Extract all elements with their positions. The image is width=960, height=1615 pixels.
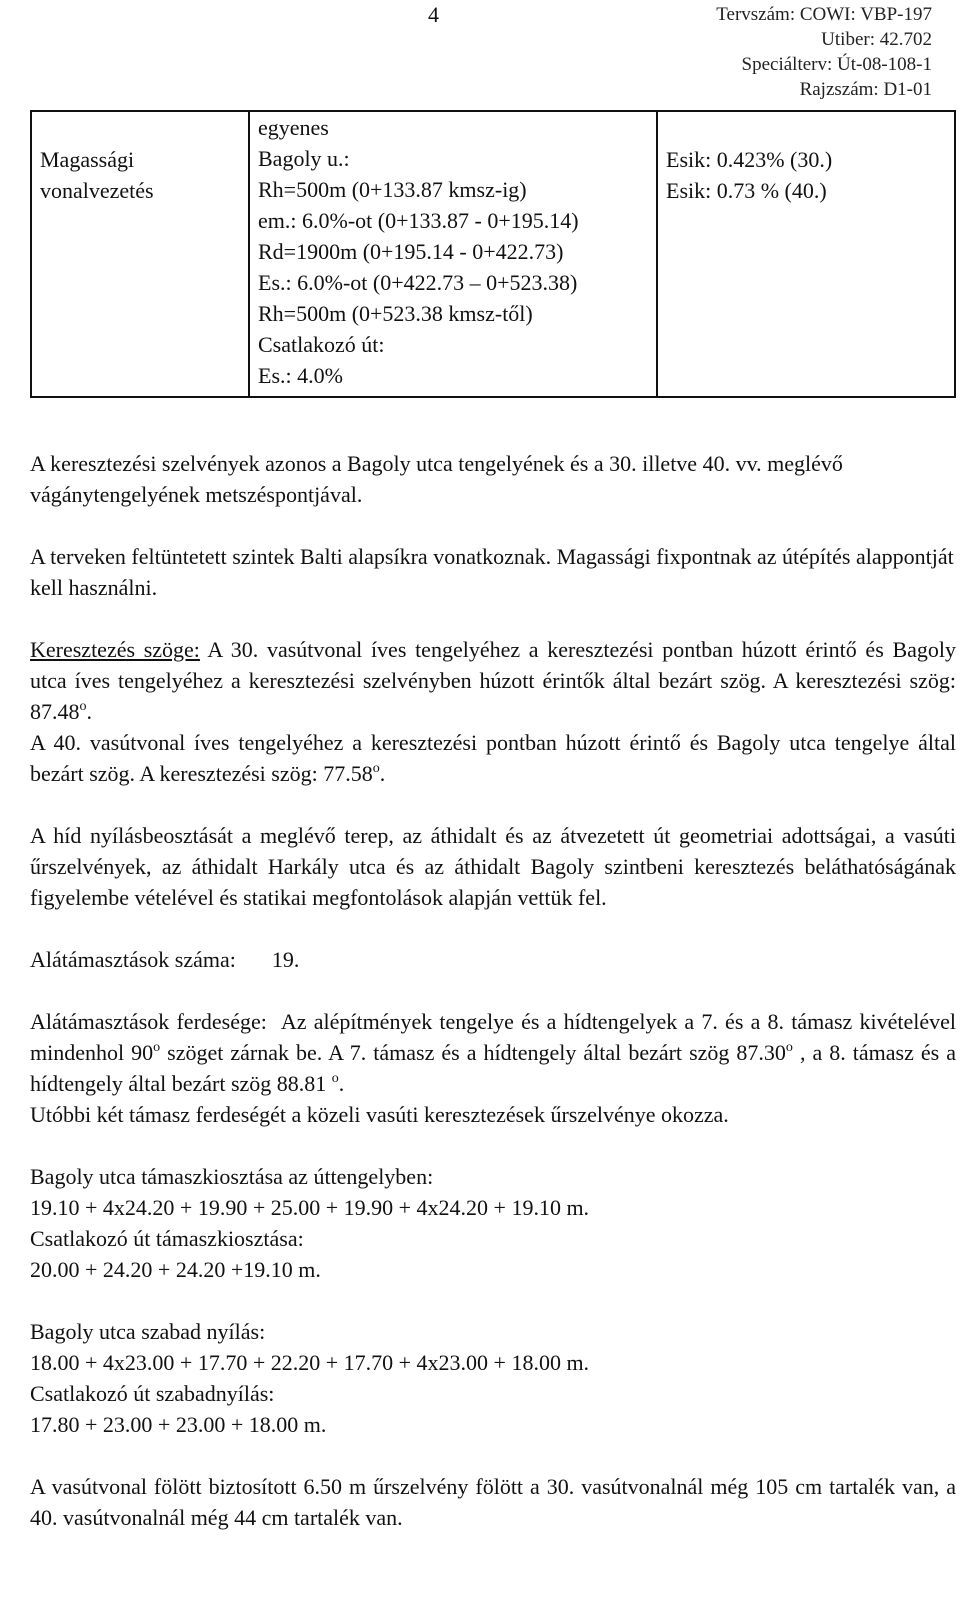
table-slope-cell	[657, 111, 955, 397]
page-number: 4	[428, 2, 439, 27]
degree-mark: o	[331, 1071, 339, 1086]
supports-skew	[30, 1006, 956, 1099]
supports-skew-text: Az alépítmények tengelye és a hídtengelyek a 7. és a 8. támasz kivételével mindenhol 90	[30, 1009, 956, 1065]
table-row	[31, 111, 955, 397]
span-value: 20.00 + 24.20 + 24.20 +19.10 m.	[30, 1257, 321, 1282]
free-span-title: Csatlakozó út szabadnyílás:	[30, 1381, 275, 1406]
header-special-plan: Speciálterv: Út-08-108-1	[741, 54, 932, 75]
degree-mark: o	[153, 1040, 161, 1055]
paragraph-crossing-angle	[30, 634, 956, 727]
supports-skew-label: Alátámasztások ferdesége:	[30, 1009, 267, 1034]
road-line: Rh=500m (0+523.38 kmsz-től)	[258, 301, 533, 326]
supports-skew-text: szöget zárnak be. A 7. támasz és a hídtengely által bezárt szög 87.30	[160, 1040, 786, 1065]
sentence-end: .	[379, 761, 386, 786]
paragraph-crossing-angle-40	[30, 727, 956, 789]
road-line: Csatlakozó út:	[258, 332, 385, 357]
road-line: Rh=500m (0+133.87 kmsz-ig)	[258, 177, 527, 202]
free-span-value: 18.00 + 4x23.00 + 17.70 + 22.20 + 17.70 + 4x23.00 + 18.00 m.	[30, 1350, 590, 1375]
span-title: Csatlakozó út támaszkiosztása:	[30, 1226, 304, 1251]
free-span-value: 17.80 + 23.00 + 23.00 + 18.00 m.	[30, 1412, 327, 1437]
vertical-alignment-table	[30, 110, 956, 398]
free-span-section	[30, 1316, 956, 1440]
document-body	[30, 448, 956, 1533]
road-line: Bagoly u.:	[258, 146, 350, 171]
document-header	[716, 2, 932, 102]
header-plan-number: Tervszám: COWI: VBP-197	[716, 4, 932, 25]
paragraph-clearance-reserve: A vasútvonal fölött biztosított 6.50 m űrszelvény fölött a 30. vasútvonalnál még 105 cm tartalék van, a 40. vasútvonalnál még 44 cm tartalék van.	[30, 1474, 956, 1530]
sentence-end: .	[86, 699, 92, 724]
span-value: 19.10 + 4x24.20 + 19.90 + 25.00 + 19.90 + 4x24.20 + 19.10 m.	[30, 1195, 590, 1220]
paragraph-crossing-sections: A keresztezési szelvények azonos a Bagoly utca tengelyének és a 30. illetve 40. vv. meglévő vágánytengelyének metszéspontjával.	[30, 451, 843, 507]
degree-mark: o	[372, 761, 380, 776]
table-label-line: Magassági	[40, 147, 135, 172]
crossing-angle-heading: Keresztezés szöge:	[30, 637, 200, 662]
degree-mark: o	[785, 1040, 793, 1055]
supports-skew-reason: Utóbbi két támasz ferdeségét a közeli vasúti keresztezések űrszelvénye okozza.	[30, 1102, 729, 1127]
table-label-line: vonalvezetés	[40, 178, 154, 203]
road-line: Rd=1900m (0+195.14 - 0+422.73)	[258, 239, 564, 264]
header-utiber: Utiber: 42.702	[821, 29, 932, 50]
table-road-cell	[249, 111, 657, 397]
crossing-angle-40-text: A 40. vasútvonal íves tengelyéhez a keresztezési pontban húzott érintő és Bagoly utca tengelye által bezárt szög. A keresztezési szög: 77.58	[30, 730, 956, 786]
table-label-cell	[31, 111, 249, 397]
degree-mark: o	[79, 699, 87, 714]
free-span-title: Bagoly utca szabad nyílás:	[30, 1319, 266, 1344]
supports-count-value: 19.	[271, 947, 300, 972]
sentence-end: .	[338, 1071, 345, 1096]
supports-count	[30, 944, 956, 975]
supports-count-label: Alátámasztások száma:	[30, 947, 236, 972]
road-line: Es.: 6.0%-ot (0+422.73 – 0+523.38)	[258, 270, 578, 295]
header-drawing-number: Rajzszám: D1-01	[799, 79, 932, 100]
slope-line: Esik: 0.423% (30.)	[666, 147, 833, 172]
supports-skew-text: , a 8. támasz és a hídtengely által bezárt szög 88.81	[30, 1040, 956, 1096]
span-title: Bagoly utca támaszkiosztása az úttengelyben:	[30, 1164, 434, 1189]
paragraph-baltic-levels: A terveken feltüntetett szintek Balti alapsíkra vonatkoznak. Magassági fixpontnak az útépítés alappontját kell használni.	[30, 544, 954, 600]
slope-line: Esik: 0.73 % (40.)	[666, 178, 827, 203]
road-line: em.: 6.0%-ot (0+133.87 - 0+195.14)	[258, 208, 579, 233]
span-distribution-bagoly	[30, 1161, 956, 1285]
paragraph-span-layout: A híd nyílásbeosztását a meglévő terep, az áthidalt és az átvezetett út geometriai adottságai, a vasúti űrszelvények, az áthidalt Harkály utca és az áthidalt Bagoly szintbeni keresztezés beláthatóságának figyelembe vételével és statikai megfontolások alapján vettük fel.	[30, 823, 956, 910]
road-line: Es.: 4.0%	[258, 363, 343, 388]
crossing-angle-text: A 30. vasútvonal íves tengelyéhez a keresztezési pontban húzott érintő és Bagoly utca íves tengelyéhez a keresztezési szelvényben húzott érintők által bezárt szög. A keresztezési szög: 87.48	[30, 637, 956, 724]
road-line: egyenes	[258, 115, 329, 140]
